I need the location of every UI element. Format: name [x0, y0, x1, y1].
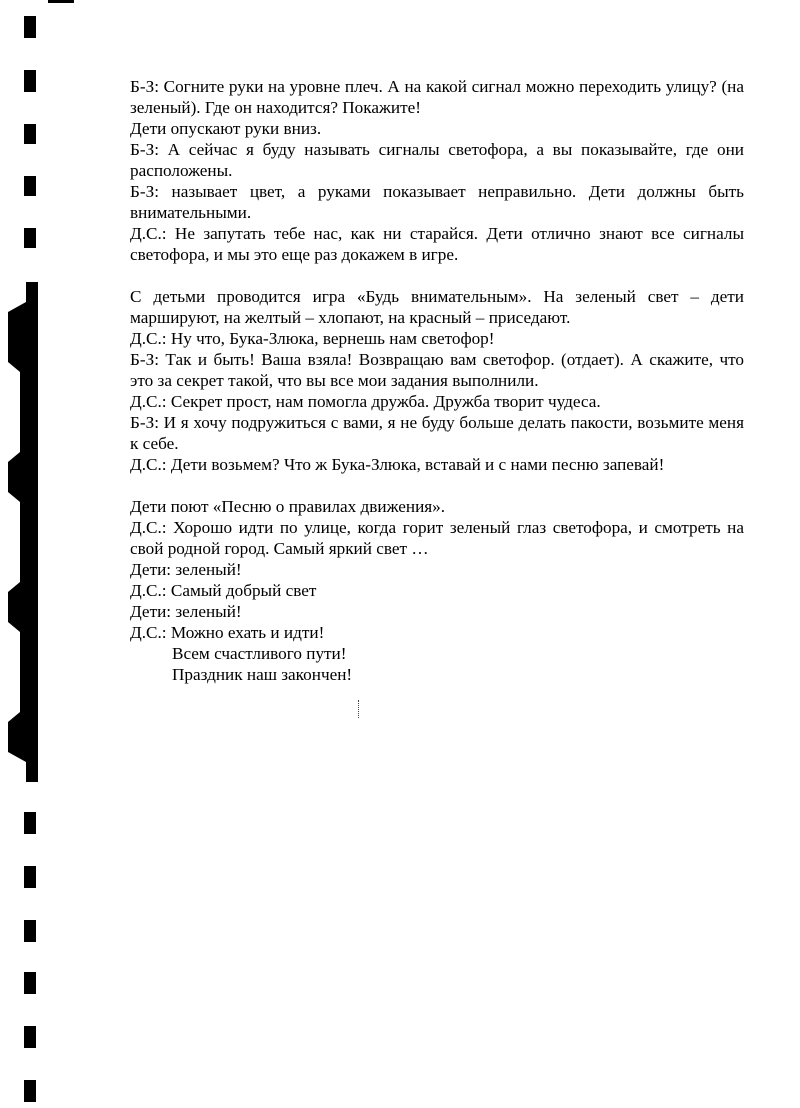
punch-hole: [24, 866, 36, 888]
paragraph: Д.С.: Не запутать тебе нас, как ни старайся. Дети отлично знают все сигналы светофора, и мы это еще раз докажем в игре.: [130, 224, 744, 264]
paragraph: Д.С.: Хорошо идти по улице, когда горит зеленый глаз светофора, и смотреть на свой родной город. Самый яркий свет …: [130, 518, 744, 558]
paragraph: Б-З: Согните руки на уровне плеч. А на какой сигнал можно переходить улицу? (на зеленый). Где он находится? Покажите!: [130, 77, 744, 117]
paragraph-gap: [130, 475, 744, 496]
paragraph: Д.С.: Самый добрый свет: [130, 581, 317, 600]
punch-hole: [48, 0, 74, 3]
punch-hole: [24, 920, 36, 942]
punch-hole: [24, 1080, 36, 1102]
paragraph: Дети: зеленый!: [130, 560, 242, 579]
paragraph: Д.С.: Секрет прост, нам помогла дружба. Дружба творит чудеса.: [130, 392, 601, 411]
paragraph: Дети: зеленый!: [130, 602, 242, 621]
paragraph: Б-З: называет цвет, а руками показывает неправильно. Дети должны быть внимательными.: [130, 182, 744, 222]
binding-shadow: [8, 282, 38, 782]
punch-hole: [24, 812, 36, 834]
punch-hole: [24, 972, 36, 994]
punch-hole: [24, 70, 36, 92]
paragraph: Б-З: И я хочу подружиться с вами, я не буду больше делать пакости, возьмите меня к себе.: [130, 413, 744, 453]
script-text: [130, 76, 744, 685]
verse-line: Всем счастливого пути!: [172, 644, 347, 663]
paragraph: Дети поют «Песню о правилах движения».: [130, 497, 446, 516]
paragraph: Дети опускают руки вниз.: [130, 119, 322, 138]
verse-line: Праздник наш закончен!: [172, 665, 353, 684]
paragraph: Б-З: Так и быть! Ваша взяла! Возвращаю вам светофор. (отдает). А скажите, что это за секрет такой, что вы все мои задания выполнили.: [130, 350, 744, 390]
binding-edge: [0, 0, 60, 1108]
scan-artifact: [358, 700, 361, 718]
paragraph: Д.С.: Дети возьмем? Что ж Бука-Злюка, вставай и с нами песню запевай!: [130, 455, 665, 474]
paragraph: С детьми проводится игра «Будь внимательным». На зеленый свет – дети маршируют, на желтый – хлопают, на красный – приседают.: [130, 287, 744, 327]
punch-hole: [24, 1026, 36, 1048]
punch-hole: [24, 228, 36, 248]
punch-hole: [24, 124, 36, 144]
paragraph: Д.С.: Ну что, Бука-Злюка, вернешь нам светофор!: [130, 329, 495, 348]
paragraph: Б-З: А сейчас я буду называть сигналы светофора, а вы показывайте, где они расположены.: [130, 140, 744, 180]
punch-hole: [24, 16, 36, 38]
paragraph: Д.С.: Можно ехать и идти!: [130, 623, 325, 642]
punch-hole: [24, 176, 36, 196]
paragraph-gap: [130, 265, 744, 286]
